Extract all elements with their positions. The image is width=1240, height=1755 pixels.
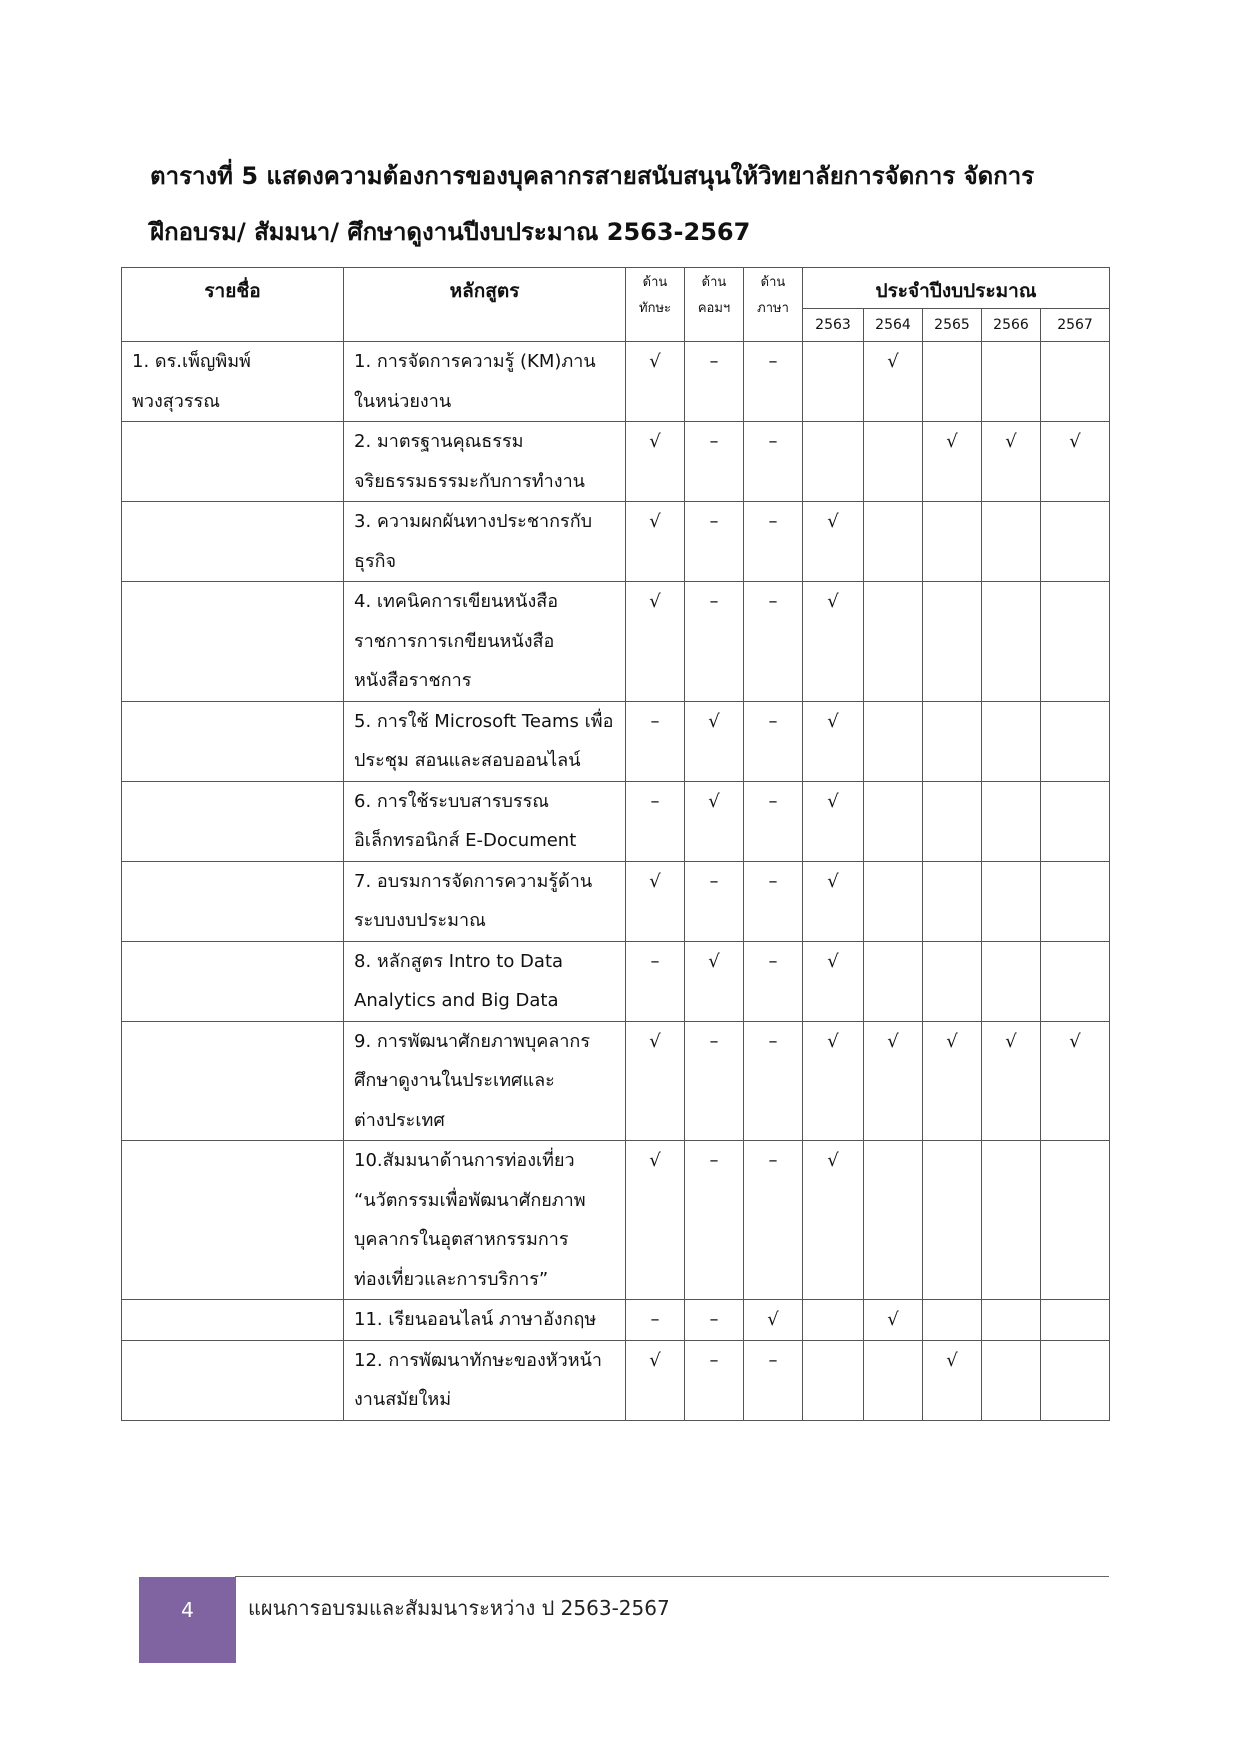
mark-skill: √ — [626, 1021, 685, 1141]
mark-year-2564: √ — [864, 1021, 923, 1141]
row-course-line: 4. เทคนิคการเขียนหนังสือ — [354, 591, 559, 612]
table-row — [122, 1141, 1110, 1300]
row-course-line: ศึกษาดูงานในประเทศและ — [354, 1070, 555, 1091]
header-skill-line-2: ทักษะ — [639, 301, 671, 316]
table-row — [122, 1340, 1110, 1420]
mark-year-2567: √ — [1041, 1021, 1110, 1141]
mark-year-2567 — [1041, 781, 1110, 861]
row-course-cell — [344, 1021, 626, 1141]
mark-year-2565 — [923, 582, 982, 702]
header-year-2567: 2567 — [1041, 309, 1110, 342]
row-name-cell — [122, 941, 344, 1021]
mark-year-2567 — [1041, 701, 1110, 781]
mark-year-2564 — [864, 781, 923, 861]
mark-year-2564 — [864, 1340, 923, 1420]
header-skill-line-1: ด้าน — [642, 275, 668, 290]
row-course-line: “นวัตกรรมเพื่อพัฒนาศักยภาพ — [354, 1189, 586, 1211]
mark-year-2565 — [923, 941, 982, 1021]
mark-year-2566 — [982, 781, 1041, 861]
mark-year-2563 — [803, 342, 864, 422]
row-course-cell — [344, 422, 626, 502]
mark-language: – — [744, 941, 803, 1021]
mark-year-2563 — [803, 1340, 864, 1420]
mark-skill: – — [626, 941, 685, 1021]
row-name-line: พวงสุวรรณ — [132, 390, 220, 412]
header-language-line-2: ภาษา — [757, 301, 789, 316]
mark-year-2564 — [864, 1141, 923, 1300]
mark-year-2564 — [864, 701, 923, 781]
mark-year-2566: √ — [982, 422, 1041, 502]
footer-rule — [235, 1576, 1109, 1577]
row-course-line: 6. การใช้ระบบสารบรรณ — [354, 790, 549, 812]
table-row — [122, 701, 1110, 781]
mark-year-2564 — [864, 941, 923, 1021]
row-name-cell — [122, 1340, 344, 1420]
row-course-line: หนังสือราชการ — [354, 670, 472, 691]
mark-computer: √ — [685, 701, 744, 781]
row-course-line: อิเล็กทรอนิกส์ E-Document — [354, 830, 577, 851]
mark-year-2567 — [1041, 502, 1110, 582]
table-row — [122, 1300, 1110, 1341]
row-name-cell — [122, 701, 344, 781]
mark-year-2566 — [982, 1300, 1041, 1341]
mark-language: – — [744, 342, 803, 422]
mark-year-2567 — [1041, 861, 1110, 941]
row-course-cell — [344, 1300, 626, 1341]
row-course-cell — [344, 1141, 626, 1300]
mark-year-2565: √ — [923, 1340, 982, 1420]
mark-computer: – — [685, 582, 744, 702]
mark-year-2566 — [982, 941, 1041, 1021]
mark-year-2566: √ — [982, 1021, 1041, 1141]
mark-language: – — [744, 502, 803, 582]
mark-year-2565 — [923, 1300, 982, 1341]
table-row — [122, 342, 1110, 422]
header-year-2563: 2563 — [803, 309, 864, 342]
row-course-cell — [344, 701, 626, 781]
mark-year-2565 — [923, 701, 982, 781]
mark-year-2563: √ — [803, 502, 864, 582]
title-line-2: ฝึกอบรม/ สัมมนา/ ศึกษาดูงานปีงบประมาณ 2563-2567 — [150, 218, 751, 246]
mark-year-2563: √ — [803, 1021, 864, 1141]
mark-skill: – — [626, 1300, 685, 1341]
header-computer-line-2: คอมฯ — [697, 301, 731, 316]
mark-year-2567: √ — [1041, 422, 1110, 502]
mark-year-2566 — [982, 582, 1041, 702]
row-course-cell — [344, 502, 626, 582]
row-course-line: บุคลากรในอุตสาหกรรมการ — [354, 1229, 569, 1250]
header-budget-year: ประจำปีงบประมาณ — [803, 268, 1110, 309]
mark-skill: √ — [626, 861, 685, 941]
mark-year-2563: √ — [803, 861, 864, 941]
mark-year-2566 — [982, 701, 1041, 781]
mark-skill: – — [626, 781, 685, 861]
header-computer-line-1: ด้าน — [701, 275, 727, 290]
mark-skill: √ — [626, 422, 685, 502]
row-name-cell — [122, 502, 344, 582]
row-course-line: 11. เรียนออนไลน์ ภาษาอังกฤษ — [354, 1309, 597, 1330]
mark-year-2567 — [1041, 582, 1110, 702]
mark-language: – — [744, 701, 803, 781]
row-course-line: ประชุม สอนและสอบออนไลน์ — [354, 750, 581, 771]
mark-year-2564: √ — [864, 1300, 923, 1341]
mark-year-2565: √ — [923, 1021, 982, 1141]
header-name: รายชื่อ — [122, 268, 344, 342]
table-row — [122, 1021, 1110, 1141]
table-row — [122, 781, 1110, 861]
row-name-line: 1. ดร.เพ็ญพิมพ์ — [132, 351, 251, 372]
mark-year-2567 — [1041, 342, 1110, 422]
mark-computer: – — [685, 1021, 744, 1141]
mark-skill: √ — [626, 1141, 685, 1300]
header-computer — [685, 268, 744, 342]
row-course-line: 3. ความผกผันทางประชากรกับ — [354, 511, 593, 532]
row-course-cell — [344, 781, 626, 861]
mark-year-2567 — [1041, 941, 1110, 1021]
mark-year-2565: √ — [923, 422, 982, 502]
mark-skill: – — [626, 701, 685, 781]
row-course-line: ต่างประเทศ — [354, 1109, 445, 1131]
mark-language: √ — [744, 1300, 803, 1341]
row-course-line: 5. การใช้ Microsoft Teams เพื่อ — [354, 710, 614, 732]
training-plan-table — [121, 267, 1110, 1421]
mark-year-2565 — [923, 1141, 982, 1300]
row-course-line: 2. มาตรฐานคุณธรรม — [354, 431, 524, 452]
mark-year-2563 — [803, 422, 864, 502]
mark-year-2565 — [923, 342, 982, 422]
table-row — [122, 861, 1110, 941]
mark-computer: – — [685, 342, 744, 422]
mark-skill: √ — [626, 582, 685, 702]
row-name-cell — [122, 781, 344, 861]
mark-year-2565 — [923, 502, 982, 582]
table-body — [122, 342, 1110, 1421]
mark-year-2564: √ — [864, 342, 923, 422]
mark-year-2565 — [923, 861, 982, 941]
row-name-cell — [122, 582, 344, 702]
mark-year-2564 — [864, 502, 923, 582]
header-year-2566: 2566 — [982, 309, 1041, 342]
mark-year-2563: √ — [803, 1141, 864, 1300]
mark-year-2566 — [982, 1141, 1041, 1300]
mark-year-2563: √ — [803, 582, 864, 702]
mark-language: – — [744, 1141, 803, 1300]
row-name-cell — [122, 1021, 344, 1141]
table-row — [122, 582, 1110, 702]
mark-year-2566 — [982, 1340, 1041, 1420]
mark-language: – — [744, 422, 803, 502]
header-year-2564: 2564 — [864, 309, 923, 342]
row-course-line: ระบบงบประมาณ — [354, 910, 486, 931]
mark-skill: √ — [626, 502, 685, 582]
row-course-line: จริยธรรมธรรมะกับการทำงาน — [354, 470, 585, 492]
mark-year-2567 — [1041, 1300, 1110, 1341]
mark-year-2566 — [982, 342, 1041, 422]
row-course-cell — [344, 342, 626, 422]
header-course: หลักสูตร — [344, 268, 626, 342]
mark-skill: √ — [626, 342, 685, 422]
mark-language: – — [744, 781, 803, 861]
header-language — [744, 268, 803, 342]
mark-year-2565 — [923, 781, 982, 861]
header-year-2565: 2565 — [923, 309, 982, 342]
mark-year-2567 — [1041, 1141, 1110, 1300]
mark-language: – — [744, 1340, 803, 1420]
row-name-cell — [122, 1300, 344, 1341]
row-name-cell — [122, 342, 344, 422]
table-row — [122, 502, 1110, 582]
row-course-line: งานสมัยใหม่ — [354, 1389, 452, 1410]
page-number: 4 — [181, 1598, 194, 1622]
mark-computer: – — [685, 502, 744, 582]
row-course-line: Analytics and Big Data — [354, 990, 559, 1011]
row-course-line: ในหน่วยงาน — [354, 390, 452, 412]
mark-year-2564 — [864, 422, 923, 502]
row-course-line: 9. การพัฒนาศักยภาพบุคลากร — [354, 1030, 590, 1052]
mark-computer: √ — [685, 941, 744, 1021]
row-name-cell — [122, 422, 344, 502]
row-name-cell — [122, 861, 344, 941]
mark-year-2564 — [864, 582, 923, 702]
row-course-cell — [344, 861, 626, 941]
row-course-line: ธุรกิจ — [354, 550, 397, 572]
header-language-line-1: ด้าน — [760, 275, 786, 290]
mark-language: – — [744, 861, 803, 941]
table-row — [122, 422, 1110, 502]
mark-computer: √ — [685, 781, 744, 861]
mark-computer: – — [685, 1340, 744, 1420]
row-course-line: ราชการการเกขียนหนังสือ — [354, 630, 555, 652]
title-line-1: ตารางที่ 5 แสดงความต้องการของบุคลากรสายสนับสนุนให้วิทยาลัยการจัดการ จัดการ — [150, 162, 1035, 190]
row-name-cell — [122, 1141, 344, 1300]
mark-year-2563: √ — [803, 701, 864, 781]
header-skill — [626, 268, 685, 342]
row-course-line: 12. การพัฒนาทักษะของหัวหน้า — [354, 1349, 603, 1371]
mark-skill: √ — [626, 1340, 685, 1420]
table-row — [122, 941, 1110, 1021]
mark-year-2564 — [864, 861, 923, 941]
mark-year-2563: √ — [803, 941, 864, 1021]
mark-computer: – — [685, 1141, 744, 1300]
mark-computer: – — [685, 1300, 744, 1341]
mark-language: – — [744, 582, 803, 702]
row-course-cell — [344, 941, 626, 1021]
mark-year-2563: √ — [803, 781, 864, 861]
row-course-line: 1. การจัดการความรู้ (KM)ภาน — [354, 351, 596, 372]
row-course-line: ท่องเที่ยวและการบริการ” — [354, 1268, 549, 1290]
mark-year-2563 — [803, 1300, 864, 1341]
mark-year-2566 — [982, 861, 1041, 941]
page-title — [150, 148, 1110, 260]
row-course-line: 8. หลักสูตร Intro to Data — [354, 950, 564, 972]
row-course-line: 10.สัมมนาด้านการท่องเที่ยว — [354, 1150, 575, 1171]
row-course-cell — [344, 1340, 626, 1420]
mark-year-2567 — [1041, 1340, 1110, 1420]
row-course-cell — [344, 582, 626, 702]
row-course-line: 7. อบรมการจัดการความรู้ด้าน — [354, 870, 593, 892]
table-header — [122, 268, 1110, 342]
mark-computer: – — [685, 422, 744, 502]
mark-year-2566 — [982, 502, 1041, 582]
mark-computer: – — [685, 861, 744, 941]
mark-language: – — [744, 1021, 803, 1141]
footer-text: แผนการอบรมและสัมมนาระหว่าง ป 2563-2567 — [248, 1596, 670, 1620]
